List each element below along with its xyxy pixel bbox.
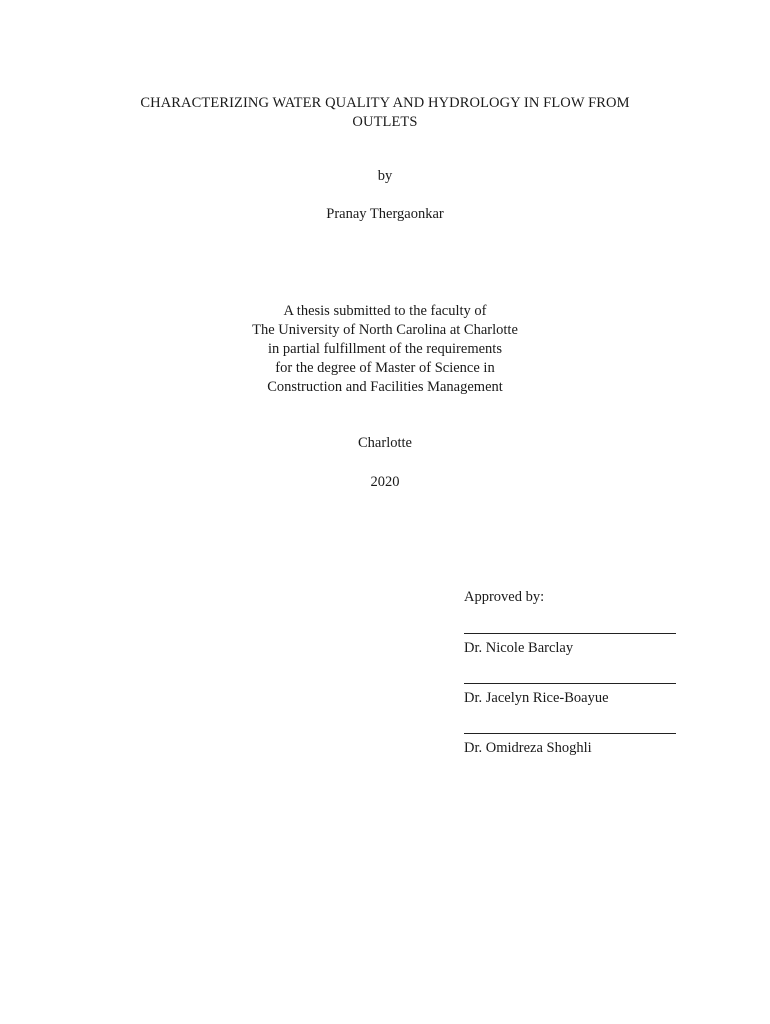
approved-by-heading: Approved by:	[464, 589, 545, 605]
author-name: Pranay Thergaonkar	[326, 206, 444, 222]
statement-line-2: The University of North Carolina at Charlotte	[252, 322, 518, 338]
signatory-name: Dr. Jacelyn Rice-Boayue	[464, 690, 609, 706]
statement-line-4: for the degree of Master of Science in	[275, 360, 495, 376]
thesis-title-line-1: CHARACTERIZING WATER QUALITY AND HYDROLOGY IN FLOW FROM	[140, 95, 630, 111]
publication-year: 2020	[370, 474, 400, 490]
approval-block	[464, 589, 676, 758]
statement-line-3: in partial fulfillment of the requirements	[268, 341, 502, 357]
thesis-title	[130, 94, 640, 132]
signature-line	[464, 633, 676, 634]
place-name: Charlotte	[358, 435, 412, 451]
thesis-title-line-2: OUTLETS	[352, 114, 418, 130]
signatory-name: Dr. Omidreza Shoghli	[464, 740, 592, 756]
statement-line-5: Construction and Facilities Management	[267, 379, 503, 395]
signatory-name: Dr. Nicole Barclay	[464, 640, 574, 656]
by-label: by	[377, 168, 393, 184]
signature-line	[464, 683, 676, 684]
signature-block-2	[464, 683, 676, 708]
statement-line-1: A thesis submitted to the faculty of	[283, 303, 487, 319]
signature-line	[464, 733, 676, 734]
signature-block-1	[464, 633, 676, 658]
submission-statement	[0, 302, 770, 397]
signature-block-3	[464, 733, 676, 758]
